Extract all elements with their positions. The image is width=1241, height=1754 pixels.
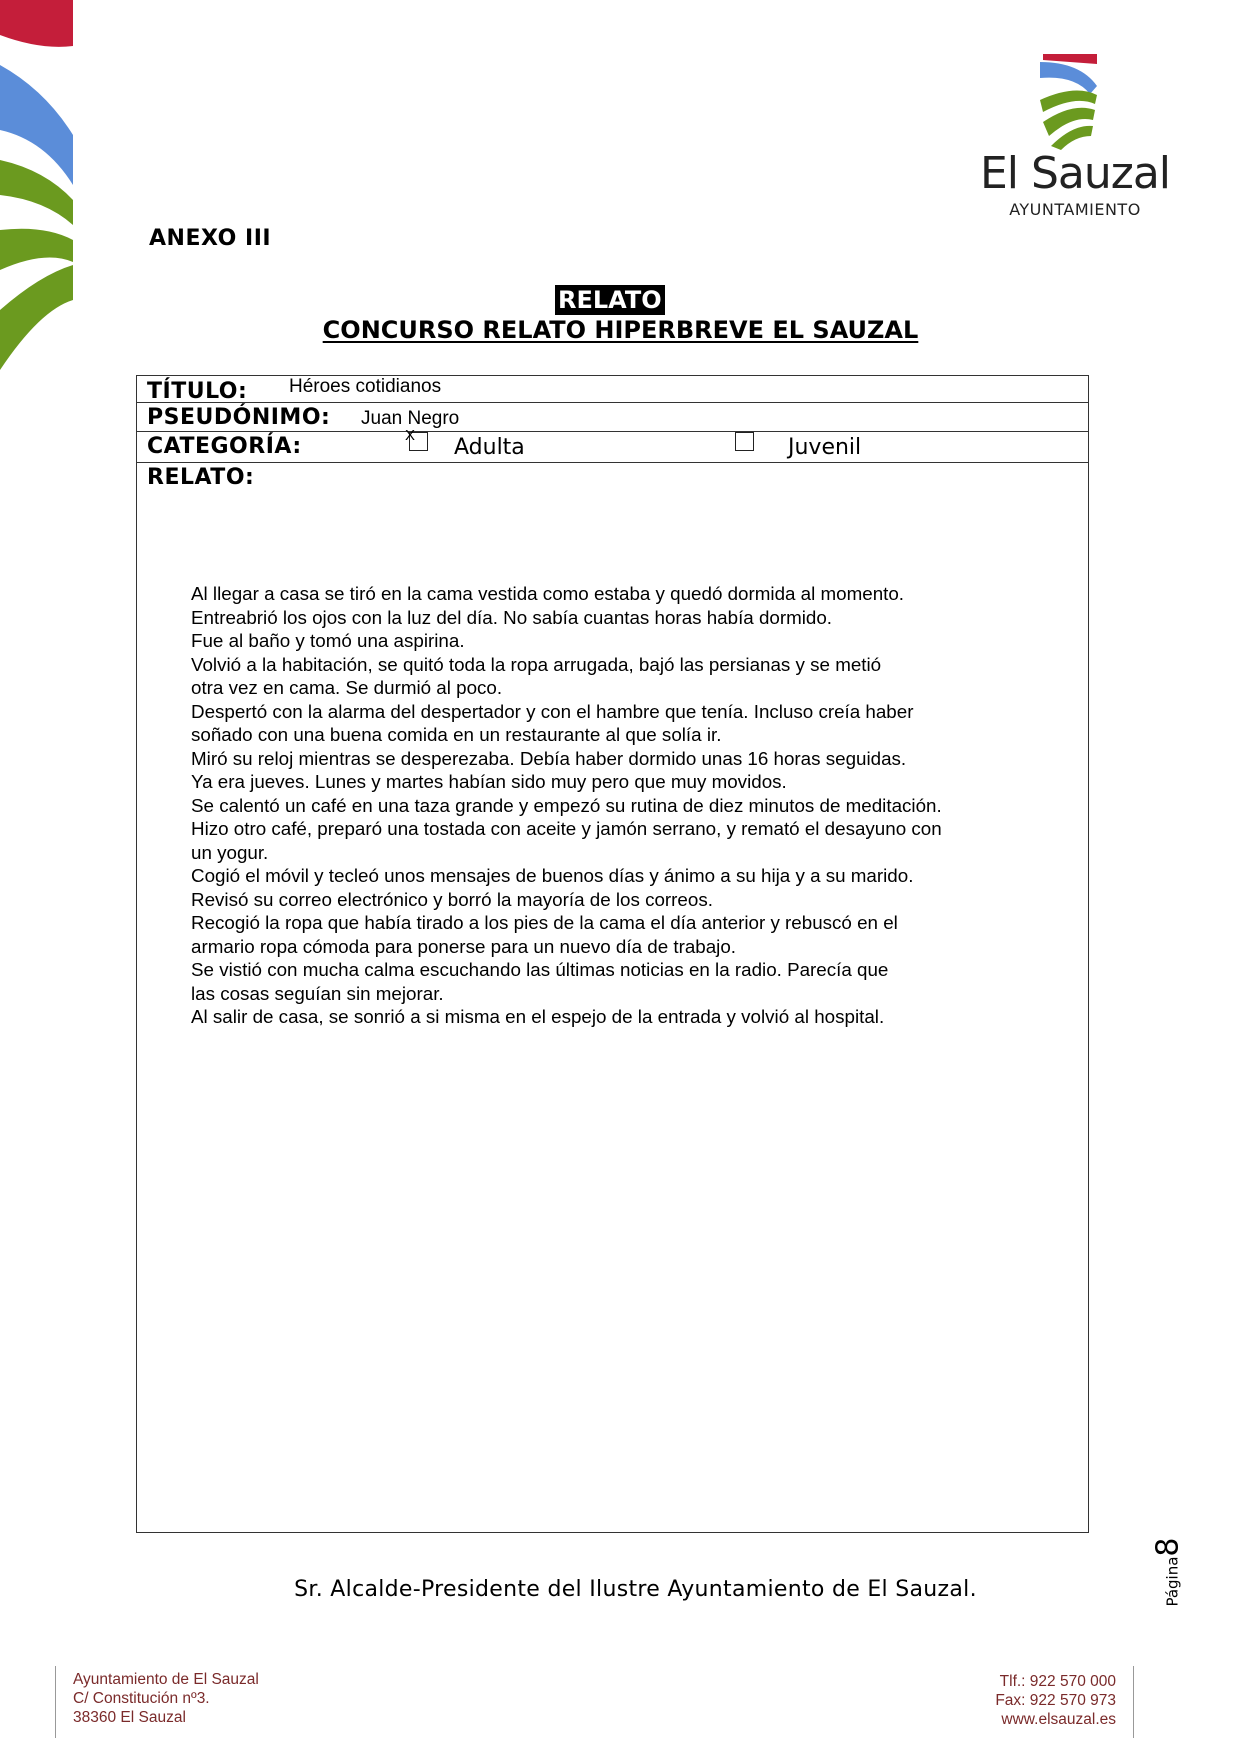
story-line: las cosas seguían sin mejorar.	[191, 982, 444, 1004]
relato-label: RELATO:	[147, 465, 255, 490]
story-line: un yogur.	[191, 841, 269, 863]
titulo-value: Héroes cotidianos	[289, 376, 442, 397]
story-text	[191, 582, 1051, 1029]
footer-divider-left	[55, 1666, 56, 1738]
story-line: Recogió la ropa que había tirado a los pies de la cama el día anterior y rebuscó en el	[191, 912, 898, 933]
juvenil-option-label: Juvenil	[788, 435, 862, 460]
categoria-label: CATEGORÍA:	[147, 434, 302, 459]
footer-contact	[950, 1672, 1116, 1729]
pseudonimo-value: Juan Negro	[361, 408, 460, 429]
juvenil-checkbox[interactable]	[735, 432, 754, 451]
el-sauzal-logo	[975, 50, 1175, 230]
row-divider	[137, 431, 1088, 432]
story-line: Miró su reloj mientras se desperezaba. Debía haber dormido unas 16 horas seguidas.	[191, 747, 907, 769]
document-badge: RELATO	[555, 285, 665, 315]
story-line: Se vistió con mucha calma escuchando las últimas noticias en la radio. Parecía que	[191, 959, 889, 980]
annex-heading: ANEXO III	[149, 226, 272, 251]
addressee-line: Sr. Alcalde-Presidente del Ilustre Ayuntamiento de El Sauzal.	[294, 1577, 977, 1602]
footer-address-line: 38360 El Sauzal	[73, 1709, 186, 1726]
pseudonimo-label: PSEUDÓNIMO:	[147, 405, 331, 430]
logo-name: El Sauzal	[979, 148, 1171, 199]
story-line: soñado con una buena comida en un restaurante al que solía ir.	[191, 724, 722, 745]
page-word: Página	[1163, 1556, 1182, 1607]
footer-divider-right	[1133, 1666, 1134, 1738]
story-line: Revisó su correo electrónico y borró la mayoría de los correos.	[191, 888, 713, 910]
story-line: Volvió a la habitación, se quitó toda la ropa arrugada, bajó las persianas y se metió	[191, 653, 882, 675]
page-digit: 8	[1150, 1537, 1186, 1557]
row-divider	[137, 402, 1088, 403]
footer-phone: Tlf.: 922 570 000	[999, 1673, 1116, 1690]
titulo-label: TÍTULO:	[147, 379, 248, 404]
adulta-option-label: Adulta	[454, 435, 525, 460]
story-line: Fue al baño y tomó una aspirina.	[191, 630, 465, 651]
story-line: armario ropa cómoda para ponerse para un nuevo día de trabajo.	[191, 935, 737, 957]
story-line: Cogió el móvil y tecleó unos mensajes de buenos días y ánimo a su hija y a su marido.	[191, 865, 914, 886]
entry-form	[136, 375, 1089, 1533]
story-line: Entreabrió los ojos con la luz del día. No sabía cuantas horas había dormido.	[191, 606, 833, 628]
footer-address-line: Ayuntamiento de El Sauzal	[73, 1671, 259, 1688]
document-title: CONCURSO RELATO HIPERBREVE EL SAUZAL	[322, 316, 919, 344]
footer-address	[73, 1670, 259, 1727]
logo-subtitle: AYUNTAMIENTO	[1009, 200, 1141, 219]
footer-address-line: C/ Constitución nº3.	[73, 1690, 210, 1707]
story-line: Hizo otro café, preparó una tostada con aceite y jamón serrano, y remató el desayuno con	[191, 818, 942, 839]
adulta-check-mark: X	[405, 427, 416, 444]
page-number	[1138, 1522, 1198, 1622]
footer-website[interactable]: www.elsauzal.es	[1001, 1711, 1116, 1728]
story-line: otra vez en cama. Se durmió al poco.	[191, 677, 503, 698]
footer-fax: Fax: 922 570 973	[995, 1692, 1116, 1709]
story-line: Al llegar a casa se tiró en la cama vestida como estaba y quedó dormida al momento.	[191, 583, 905, 604]
el-sauzal-emblem-icon	[1035, 50, 1105, 150]
story-line: Ya era jueves. Lunes y martes habían sido muy pero que muy movidos.	[191, 771, 787, 792]
story-line: Al salir de casa, se sonrió a si misma en el espejo de la entrada y volvió al hospital.	[191, 1006, 885, 1027]
row-divider	[137, 462, 1088, 463]
story-line: Se calentó un café en una taza grande y empezó su rutina de diez minutos de meditación.	[191, 794, 942, 816]
story-line: Despertó con la alarma del despertador y con el hambre que tenía. Incluso creía haber	[191, 700, 914, 722]
